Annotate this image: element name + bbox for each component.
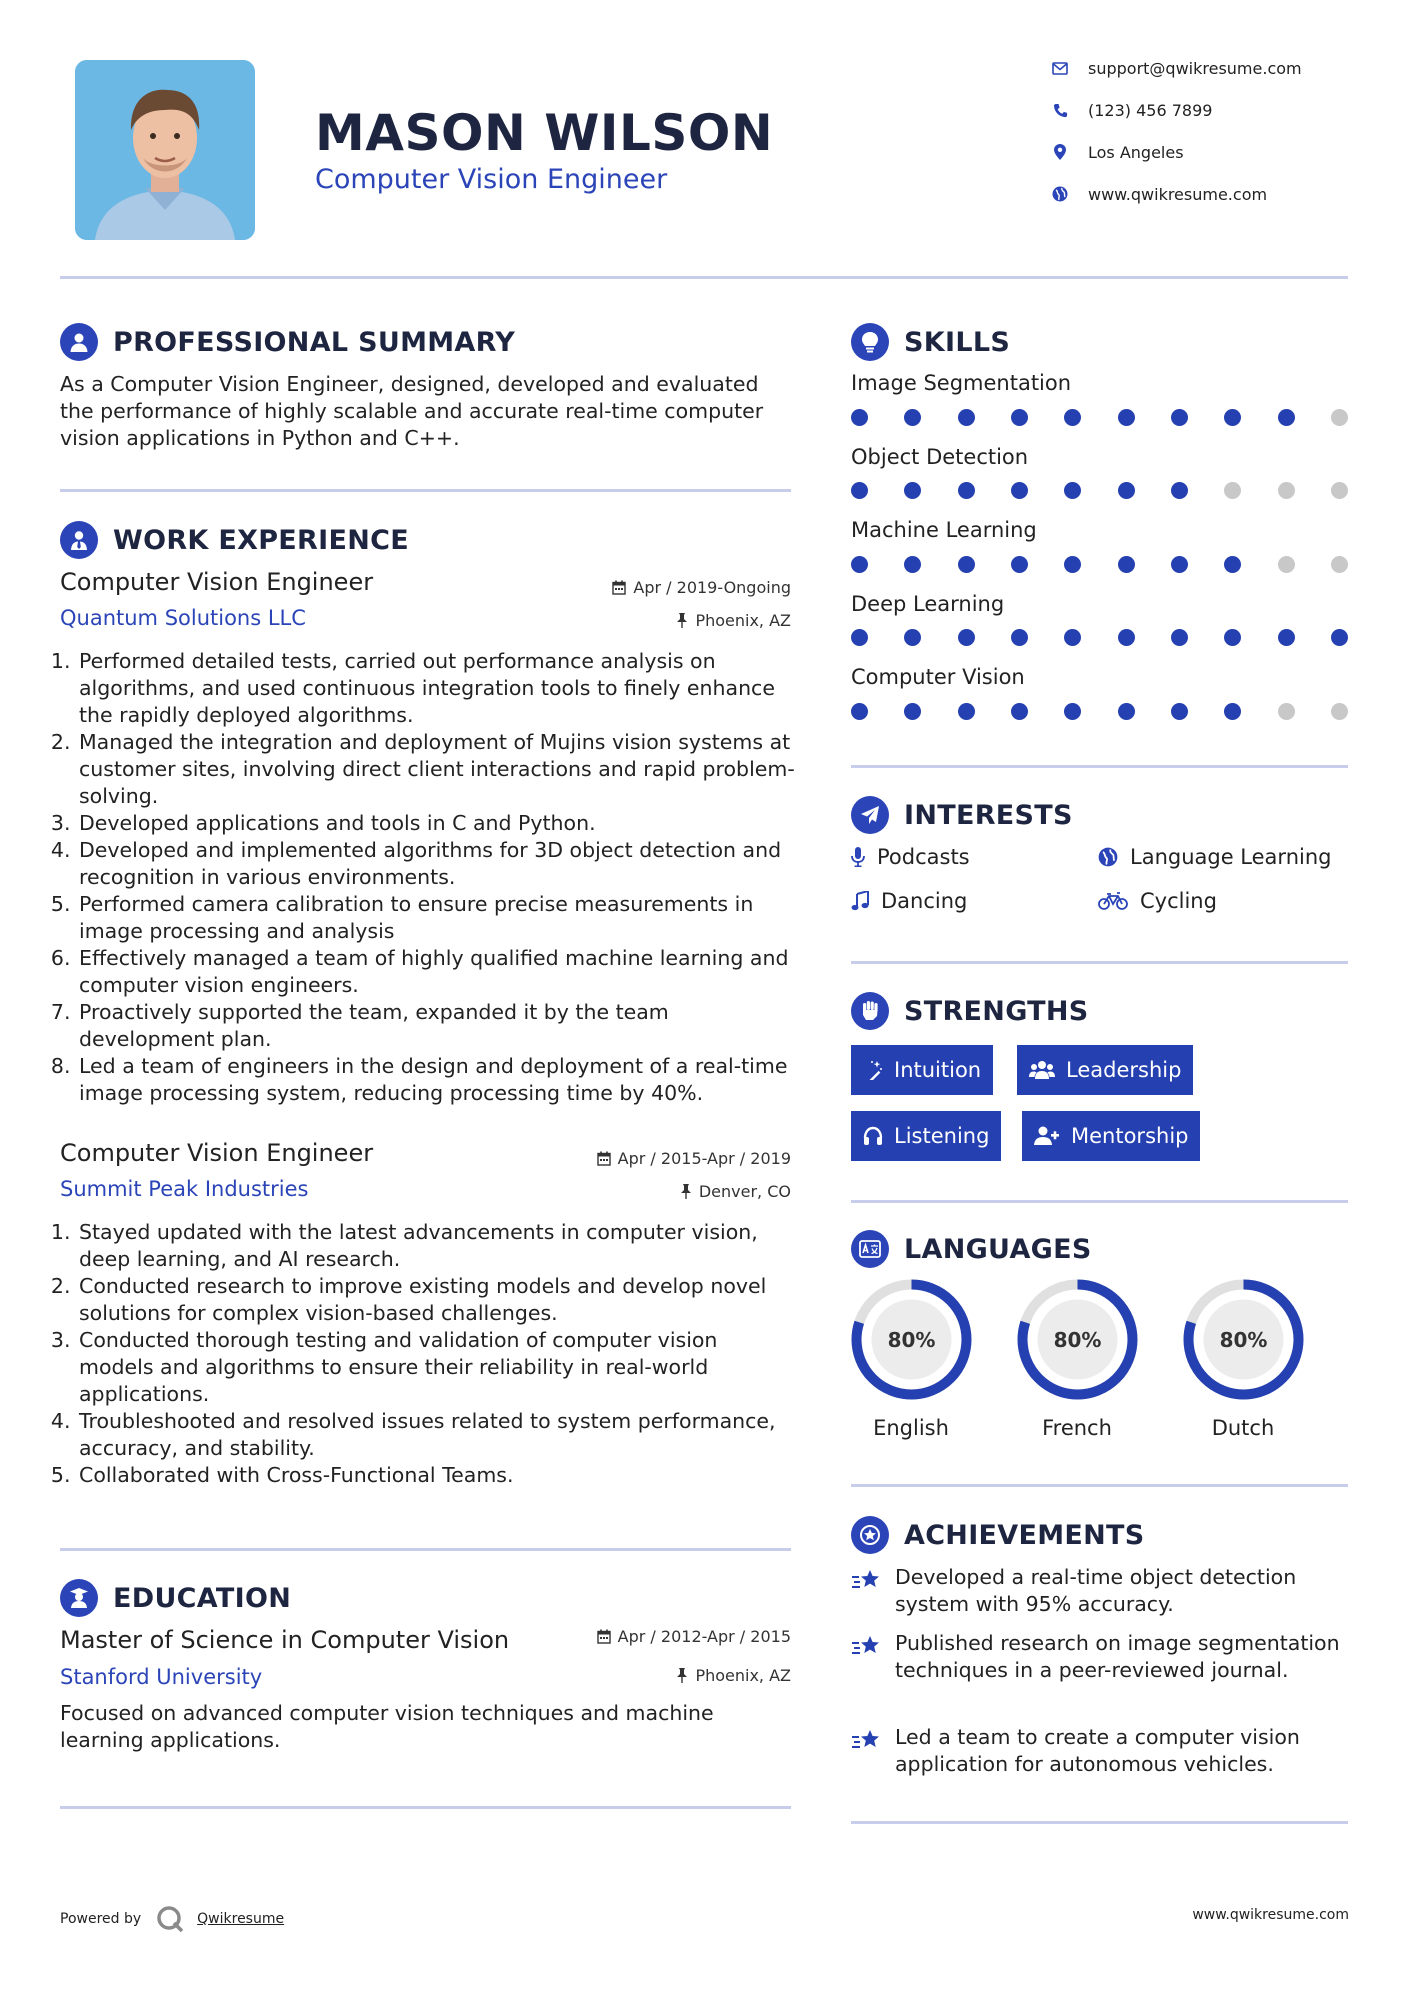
rating-dot-filled — [1064, 409, 1081, 426]
interests-divider — [851, 961, 1348, 964]
language-english-label: English — [873, 1416, 949, 1440]
list-item: 2. Managed the integration and deployment of Mujins vision systems at customer sites, involving direct client interactions and rapid problem-solving. — [77, 729, 796, 810]
language-french-ring — [1015, 1277, 1140, 1402]
strengths-divider — [851, 1200, 1348, 1203]
skill-3-name: Machine Learning — [851, 518, 1037, 542]
skill-4-name: Deep Learning — [851, 592, 1005, 616]
job-1-date-text: Apr / 2019-Ongoing — [633, 578, 791, 597]
strength-listening-tag — [851, 1111, 1001, 1161]
skill-2-name: Object Detection — [851, 445, 1029, 469]
user-plus-icon — [1034, 1126, 1060, 1146]
interest-cycling — [1098, 889, 1217, 913]
skill-5-name: Computer Vision — [851, 665, 1025, 689]
achievement-1 — [851, 1564, 1348, 1618]
experience-divider — [60, 1548, 791, 1551]
rating-dot-filled — [851, 409, 868, 426]
interest-language-learning-label: Language Learning — [1130, 845, 1332, 869]
rating-dot-filled — [1278, 409, 1295, 426]
pushpin-icon — [676, 613, 688, 628]
job-2-date-text: Apr / 2015-Apr / 2019 — [617, 1149, 791, 1168]
rating-dot-filled — [1064, 703, 1081, 720]
language-dutch-ring — [1181, 1277, 1306, 1402]
contact-phone-text: (123) 456 7899 — [1088, 100, 1213, 120]
profile-photo — [75, 60, 255, 240]
skill-1-rating — [851, 409, 1348, 426]
rating-dot-empty — [1331, 556, 1348, 573]
summary-text: As a Computer Vision Engineer, designed, developed and evaluated the performance of highly scalable and accurate real-time computer vision applications in Python and C++. — [60, 372, 764, 450]
phone-icon — [1050, 100, 1070, 120]
envelope-icon — [1050, 58, 1070, 78]
achievement-1-text: Developed a real-time object detection system with 95% accuracy. — [895, 1565, 1297, 1616]
job-2-location — [540, 1182, 791, 1201]
user-icon — [60, 323, 98, 361]
job-1-location — [540, 611, 791, 630]
summary-divider — [60, 489, 791, 492]
rating-dot-filled — [958, 703, 975, 720]
education-title-text: EDUCATION — [113, 1582, 292, 1614]
education-date-text: Apr / 2012-Apr / 2015 — [617, 1627, 791, 1646]
qwikresume-link[interactable]: Qwikresume — [197, 1911, 285, 1927]
rating-dot-filled — [904, 482, 921, 499]
language-dutch — [1178, 1277, 1308, 1440]
language-english — [846, 1277, 976, 1440]
list-item: 4. Troubleshooted and resolved issues related to system performance, accuracy, and stability. — [77, 1408, 796, 1462]
rating-dot-filled — [851, 556, 868, 573]
strength-leadership-label: Leadership — [1066, 1058, 1182, 1082]
rating-dot-filled — [904, 409, 921, 426]
rating-dot-filled — [1224, 703, 1241, 720]
shooting-star-icon — [851, 1567, 883, 1593]
education-date — [540, 1627, 791, 1646]
rating-dot-empty — [1331, 482, 1348, 499]
shooting-star-icon — [851, 1633, 883, 1659]
rating-dot-filled — [1118, 482, 1135, 499]
rating-dot-filled — [1011, 482, 1028, 499]
education-location-text: Phoenix, AZ — [695, 1666, 791, 1685]
job-2-company: Summit Peak Industries — [60, 1177, 309, 1201]
list-item: 5. Collaborated with Cross-Functional Teams. — [77, 1462, 796, 1489]
rating-dot-empty — [1278, 556, 1295, 573]
rating-dot-empty — [1331, 703, 1348, 720]
list-item: 8. Led a team of engineers in the design and deployment of a real-time image processing system, reducing processing time by 40%. — [77, 1053, 796, 1107]
rating-dot-filled — [1118, 556, 1135, 573]
achievement-2-text: Published research on image segmentation techniques in a peer-reviewed journal. — [895, 1631, 1340, 1682]
education-description: Focused on advanced computer vision techniques and machine learning applications. — [60, 1701, 714, 1752]
contact-website-text: www.qwikresume.com — [1088, 184, 1268, 204]
rating-dot-filled — [851, 482, 868, 499]
map-marker-icon — [1050, 142, 1070, 162]
language-french — [1012, 1277, 1142, 1440]
contact-location — [1050, 142, 1184, 162]
list-item: 6. Effectively managed a team of highly qualified machine learning and computer vision engineers. — [77, 945, 796, 999]
rating-dot-filled — [1118, 629, 1135, 646]
skill-5-rating — [851, 703, 1348, 720]
rating-dot-filled — [1171, 409, 1188, 426]
users-icon — [1029, 1060, 1055, 1080]
education-school: Stanford University — [60, 1665, 263, 1689]
globe-icon — [1098, 847, 1118, 867]
list-item: 1. Stayed updated with the latest advancements in computer vision, deep learning, and AI research. — [77, 1219, 796, 1273]
rating-dot-filled — [1011, 409, 1028, 426]
job-2-date — [540, 1149, 791, 1168]
strength-intuition-tag — [851, 1045, 993, 1095]
rating-dot-filled — [904, 703, 921, 720]
job-1-date — [540, 578, 791, 597]
job-2-bullets — [54, 1219, 796, 1489]
strength-intuition-label: Intuition — [894, 1058, 982, 1082]
job-1-location-text: Phoenix, AZ — [695, 611, 791, 630]
summary-title-text: PROFESSIONAL SUMMARY — [113, 326, 516, 358]
rating-dot-filled — [1171, 482, 1188, 499]
language-dutch-label: Dutch — [1211, 1416, 1275, 1440]
skill-4-rating — [851, 629, 1348, 646]
rating-dot-filled — [1171, 703, 1188, 720]
interest-dancing — [851, 889, 967, 913]
education-location — [540, 1666, 791, 1685]
languages-title-text: LANGUAGES — [904, 1233, 1092, 1265]
rating-dot-filled — [1064, 482, 1081, 499]
header-divider — [60, 276, 1348, 279]
interest-cycling-label: Cycling — [1140, 889, 1217, 913]
contact-website[interactable] — [1050, 184, 1267, 204]
skills-divider — [851, 765, 1348, 768]
language-english-ring — [849, 1277, 974, 1402]
job-2-title: Computer Vision Engineer — [60, 1139, 374, 1167]
rating-dot-filled — [1171, 556, 1188, 573]
job-2-location-text: Denver, CO — [698, 1182, 791, 1201]
skills-title-text: SKILLS — [904, 326, 1011, 358]
rating-dot-filled — [1278, 629, 1295, 646]
list-item: 3. Developed applications and tools in C and Python. — [77, 810, 796, 837]
paper-plane-icon — [851, 796, 889, 834]
interest-dancing-label: Dancing — [881, 889, 968, 913]
rating-dot-filled — [958, 409, 975, 426]
interest-podcasts-label: Podcasts — [877, 845, 970, 869]
languages-section-title — [851, 1230, 1092, 1268]
rating-dot-empty — [1278, 482, 1295, 499]
rating-dot-empty — [1224, 482, 1241, 499]
strength-listening-label: Listening — [894, 1124, 990, 1148]
language-dutch-percent: 80% — [1219, 1328, 1267, 1352]
strength-mentorship-label: Mentorship — [1071, 1124, 1189, 1148]
rating-dot-filled — [1011, 556, 1028, 573]
globe-icon — [1050, 184, 1070, 204]
skill-3-rating — [851, 556, 1348, 573]
rating-dot-filled — [904, 629, 921, 646]
rating-dot-filled — [1224, 409, 1241, 426]
achievement-2 — [851, 1630, 1348, 1684]
contact-phone[interactable] — [1050, 100, 1212, 120]
calendar-icon — [597, 1629, 611, 1644]
education-section-title — [60, 1579, 291, 1617]
rating-dot-filled — [851, 629, 868, 646]
rating-dot-filled — [1011, 629, 1028, 646]
fist-icon — [851, 992, 889, 1030]
contact-email[interactable] — [1050, 58, 1302, 78]
summary-section-title — [60, 323, 515, 361]
strengths-section-title — [851, 992, 1089, 1030]
star-badge-icon — [851, 1516, 889, 1554]
pushpin-icon — [676, 1668, 688, 1683]
rating-dot-empty — [1331, 409, 1348, 426]
candidate-role: Computer Vision Engineer — [315, 164, 668, 195]
education-degree: Master of Science in Computer Vision — [60, 1626, 510, 1654]
list-item: 1. Performed detailed tests, carried out performance analysis on algorithms, and used continuous integration tools to finely enhance the rapidly deployed algorithms. — [77, 648, 796, 729]
graduate-icon — [60, 1579, 98, 1617]
qwikresume-logo-icon — [155, 1904, 185, 1934]
interest-language-learning — [1098, 845, 1331, 869]
music-note-icon — [851, 891, 869, 911]
rating-dot-filled — [1011, 703, 1028, 720]
pushpin-icon — [680, 1184, 692, 1199]
interest-podcasts — [851, 845, 970, 869]
language-icon — [851, 1230, 889, 1268]
rating-dot-filled — [851, 703, 868, 720]
rating-dot-filled — [1064, 629, 1081, 646]
rating-dot-filled — [1118, 409, 1135, 426]
strengths-title-text: STRENGTHS — [904, 995, 1089, 1027]
strength-mentorship-tag — [1022, 1111, 1200, 1161]
shooting-star-icon — [851, 1727, 883, 1753]
job-1-title: Computer Vision Engineer — [60, 568, 374, 596]
rating-dot-filled — [958, 629, 975, 646]
rating-dot-filled — [958, 482, 975, 499]
languages-divider — [851, 1484, 1348, 1487]
skill-1-name: Image Segmentation — [851, 371, 1072, 395]
user-tie-icon — [60, 521, 98, 559]
calendar-icon — [597, 1151, 611, 1166]
achievements-divider — [851, 1821, 1348, 1824]
rating-dot-filled — [958, 556, 975, 573]
language-english-percent: 80% — [887, 1328, 935, 1352]
powered-by-text: Powered by — [60, 1911, 142, 1927]
list-item: 3. Conducted thorough testing and validation of computer vision models and algorithms to ensure their reliability in real-world applications. — [77, 1327, 796, 1408]
magic-wand-icon — [863, 1060, 883, 1080]
rating-dot-filled — [1171, 629, 1188, 646]
headphones-icon — [863, 1126, 883, 1146]
strength-leadership-tag — [1017, 1045, 1193, 1095]
rating-dot-filled — [1224, 556, 1241, 573]
rating-dot-empty — [1278, 703, 1295, 720]
education-divider — [60, 1806, 791, 1809]
calendar-icon — [612, 580, 626, 595]
job-1-bullets — [54, 648, 796, 1107]
footer-url[interactable]: www.qwikresume.com — [1192, 1907, 1349, 1923]
rating-dot-filled — [1331, 629, 1348, 646]
achievement-3 — [851, 1724, 1348, 1778]
list-item: 5. Performed camera calibration to ensure precise measurements in image processing and analysis — [77, 891, 796, 945]
interests-section-title — [851, 796, 1073, 834]
job-1-company: Quantum Solutions LLC — [60, 606, 306, 630]
skills-section-title — [851, 323, 1010, 361]
bicycle-icon — [1098, 892, 1128, 910]
list-item: 2. Conducted research to improve existing models and develop novel solutions for complex vision-based challenges. — [77, 1273, 796, 1327]
rating-dot-filled — [904, 556, 921, 573]
rating-dot-filled — [1118, 703, 1135, 720]
rating-dot-filled — [1064, 556, 1081, 573]
contact-location-text: Los Angeles — [1088, 142, 1184, 162]
candidate-name: MASON WILSON — [315, 104, 774, 162]
achievements-title-text: ACHIEVEMENTS — [904, 1519, 1145, 1551]
contact-email-text: support@qwikresume.com — [1088, 58, 1302, 78]
interests-title-text: INTERESTS — [904, 799, 1073, 831]
language-french-label: French — [1042, 1416, 1112, 1440]
rating-dot-filled — [1224, 629, 1241, 646]
language-french-percent: 80% — [1053, 1328, 1101, 1352]
list-item: 4. Developed and implemented algorithms for 3D object detection and recognition in various environments. — [77, 837, 796, 891]
list-item: 7. Proactively supported the team, expanded it by the team development plan. — [77, 999, 796, 1053]
lightbulb-icon — [851, 323, 889, 361]
footer-powered-by — [60, 1904, 284, 1934]
experience-title-text: WORK EXPERIENCE — [113, 524, 409, 556]
skill-2-rating — [851, 482, 1348, 499]
experience-section-title — [60, 521, 409, 559]
microphone-icon — [851, 847, 865, 867]
achievements-section-title — [851, 1516, 1145, 1554]
achievement-3-text: Led a team to create a computer vision application for autonomous vehicles. — [895, 1725, 1300, 1776]
